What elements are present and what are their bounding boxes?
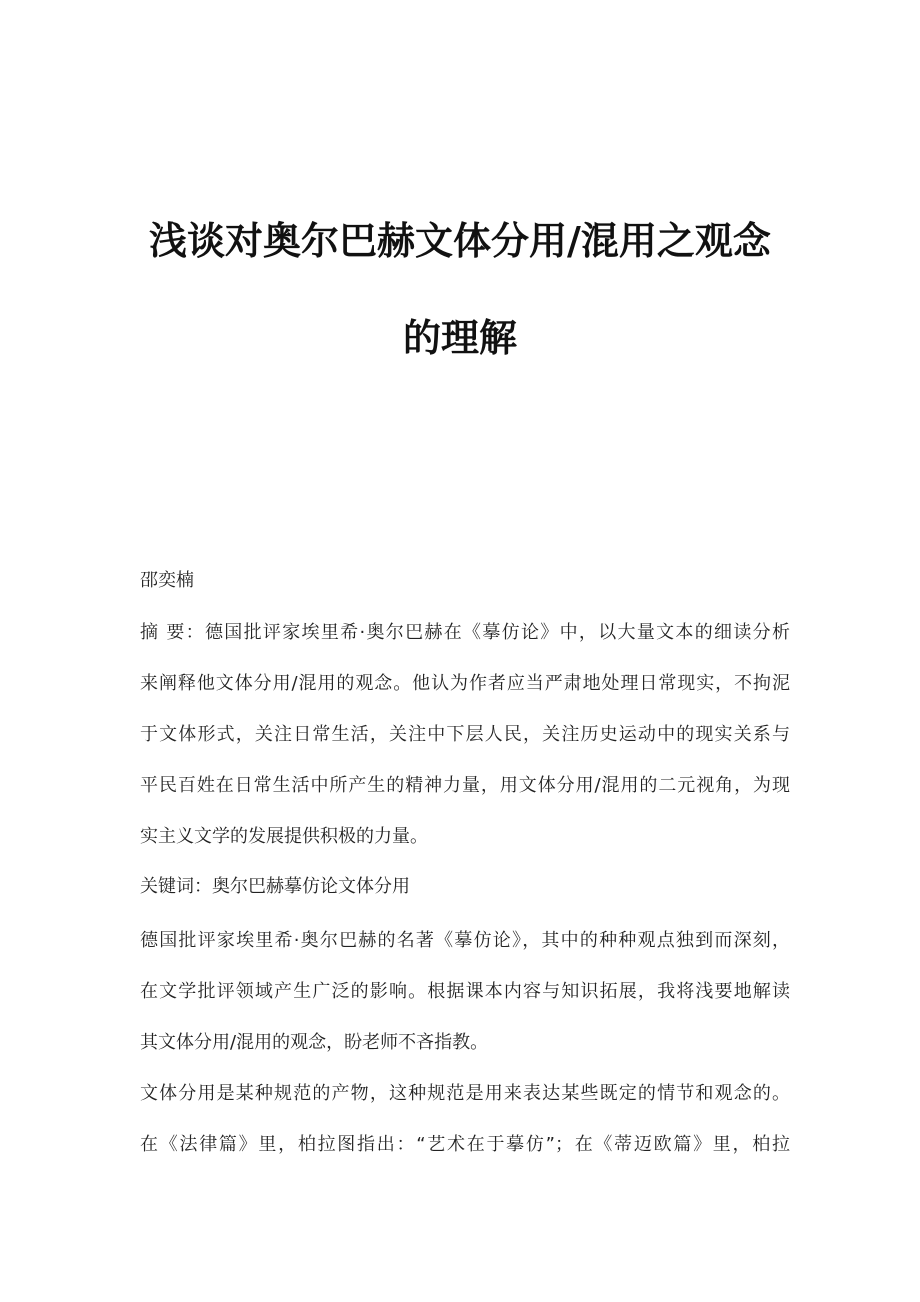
paper-title-line-1: 浅谈对奥尔巴赫文体分用/混用之观念 [149, 218, 771, 263]
intro-line: 在文学批评领域产生广泛的影响。根据课本内容与知识拓展，我将浅要地解读 [140, 981, 790, 1002]
abstract-paragraph [140, 620, 790, 875]
keywords-line [140, 874, 790, 925]
abstract-line: 摘 要：德国批评家埃里希·奥尔巴赫在《摹仿论》中，以大量文本的细读分析 [140, 622, 790, 643]
intro-line: 德国批评家埃里希·奥尔巴赫的名著《摹仿论》，其中的种种观点独到而深刻， [140, 930, 790, 951]
paper-title-line-2: 的理解 [402, 315, 517, 360]
abstract-line: 来阐释他文体分用/混用的观念。他认为作者应当严肃地处理日常现实，不拘泥 [140, 673, 790, 694]
body-line: 在《法律篇》里，柏拉图指出：“艺术在于摹仿”；在《蒂迈欧篇》里，柏拉 [140, 1134, 790, 1155]
abstract-line: 实主义文学的发展提供积极的力量。 [140, 826, 428, 847]
keywords-text: 关键词：奥尔巴赫摹仿论文体分用 [140, 876, 410, 897]
author-name: 邵奕楠 [140, 570, 194, 591]
abstract-line: 于文体形式，关注日常生活，关注中下层人民，关注历史运动中的现实关系与 [140, 724, 790, 745]
body-paragraph [140, 1081, 790, 1183]
body-line: 文体分用是某种规范的产物，这种规范是用来表达某些既定的情节和观念的。 [140, 1083, 790, 1104]
intro-line: 其文体分用/混用的观念，盼老师不吝指教。 [140, 1032, 489, 1053]
abstract-line: 平民百姓在日常生活中所产生的精神力量，用文体分用/混用的二元视角，为现 [140, 775, 790, 796]
intro-paragraph [140, 928, 790, 1081]
